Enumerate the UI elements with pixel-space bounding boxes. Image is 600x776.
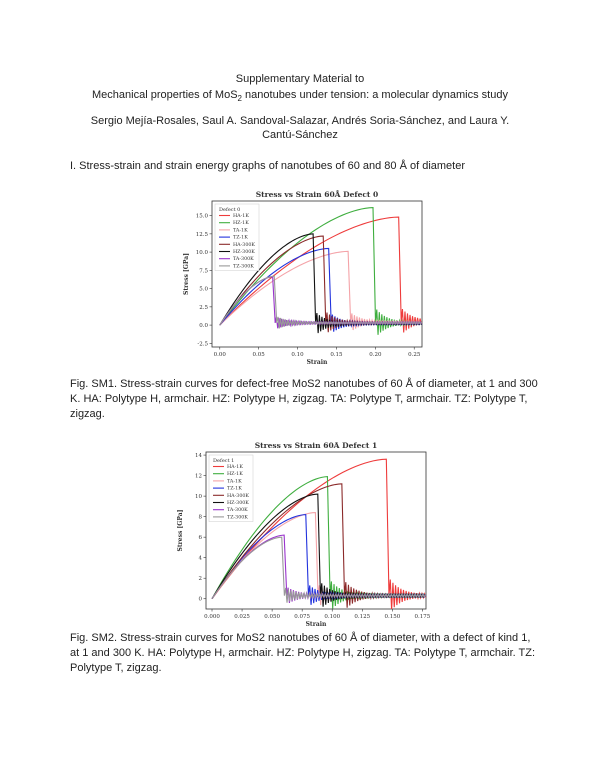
section-title: I. Stress-strain and strain energy graphs of nanotubes of 60 and 80 Å of diameter xyxy=(70,160,466,172)
supplementary-label: Supplementary Material to xyxy=(235,73,365,85)
figure-1-caption: Fig. SM1. Stress-strain curves for defect-free MoS2 nanotubes of 60 Å of diameter, at 1 and 300 K. HA: Polytype H, armchair. HZ: Polytype H, zigzag. TA: Polytype T, armchair. TZ: Polytype T, zigzag. xyxy=(70,378,538,420)
x-tick-label: 0.075 xyxy=(294,614,311,620)
y-axis-label: Stress [GPa] xyxy=(183,253,190,295)
legend-label-ha-1k: HA-1K xyxy=(227,465,243,470)
stress-strain-chart-defect-1 xyxy=(170,442,432,632)
y-tick-label: 12 xyxy=(195,473,202,480)
legend-label-ta-1k: TA-1K xyxy=(233,228,248,234)
x-axis-label: Strain xyxy=(306,359,328,366)
y-tick-label: 5.0 xyxy=(199,286,208,293)
legend-title: Defect 0 xyxy=(219,207,241,213)
x-tick-label: 0.15 xyxy=(330,352,343,358)
figure-2-caption: Fig. SM2. Stress-strain curves for MoS2 nanotubes of 60 Å of diameter, with a defect of kind 1, at 1 and 300 K. HA: Polytype H, armchair. HZ: Polytype H, zigzag. TA: Polytype T, armchair. TZ: Polytype T, zigzag. xyxy=(70,632,536,674)
legend-label-tz-1k: TZ-1K xyxy=(233,235,248,241)
x-tick-label: 0.050 xyxy=(264,614,280,620)
y-tick-label: 8 xyxy=(198,514,202,521)
y-tick-label: 4 xyxy=(198,555,202,562)
legend-label-ta-1k: TA-1K xyxy=(227,479,242,485)
x-tick-label: 0.000 xyxy=(204,614,220,620)
author-list: Sergio Mejía-Rosales, Saul A. Sandoval-Salazar, Andrés Soria-Sánchez, and Laura Y. Cantú-Sánchez xyxy=(90,115,510,141)
legend-label-hz-1k: HZ-1K xyxy=(227,472,243,478)
y-tick-label: 14 xyxy=(195,453,202,460)
y-tick-label: 0.0 xyxy=(199,323,208,330)
legend-label-ha-1k: HA-1K xyxy=(233,214,249,219)
y-tick-label: -2.5 xyxy=(197,341,208,348)
x-tick-label: 0.25 xyxy=(408,352,421,358)
x-tick-label: 0.100 xyxy=(324,614,341,620)
legend-label-tz-300k: TZ-300K xyxy=(227,515,248,521)
y-tick-label: 10 xyxy=(195,494,202,501)
paper-title-sub: 2 xyxy=(237,94,242,104)
paper-title-post: nanotubes under tension: a molecular dynamics study xyxy=(245,89,508,101)
paper-title xyxy=(0,88,600,106)
legend-label-hz-1k: HZ-1K xyxy=(233,221,249,227)
chart-title: Stress vs Strain 60Å Defect 0 xyxy=(255,190,379,199)
legend-label-ta-300k: TA-300K xyxy=(227,508,248,514)
paper-title-pre: Mechanical properties of MoS xyxy=(92,89,238,101)
y-tick-label: 0 xyxy=(198,596,202,603)
y-tick-label: 7.5 xyxy=(199,268,208,275)
x-tick-label: 0.150 xyxy=(384,614,401,620)
x-tick-label: 0.20 xyxy=(369,352,382,358)
x-tick-label: 0.05 xyxy=(252,352,265,358)
legend-label-hz-300k: HZ-300K xyxy=(227,501,249,506)
legend-label-tz-300k: TZ-300K xyxy=(233,264,254,270)
y-axis-label: Stress [GPa] xyxy=(177,509,184,552)
x-tick-label: 0.00 xyxy=(213,352,226,358)
y-tick-label: 12.5 xyxy=(195,231,208,238)
legend-label-hz-300k: HZ-300K xyxy=(233,250,255,255)
chart-title: Stress vs Strain 60Å Defect 1 xyxy=(254,442,378,450)
y-tick-label: 2 xyxy=(198,576,202,583)
x-tick-label: 0.125 xyxy=(354,614,371,620)
x-tick-label: 0.025 xyxy=(234,614,250,620)
legend-label-ha-300k: HA-300K xyxy=(233,242,256,248)
legend-label-ta-300k: TA-300K xyxy=(233,257,254,263)
x-tick-label: 0.175 xyxy=(414,614,431,620)
stress-strain-chart-defect-0 xyxy=(172,186,427,366)
x-tick-label: 0.10 xyxy=(291,352,304,358)
y-tick-label: 2.5 xyxy=(199,304,208,311)
y-tick-label: 15.0 xyxy=(195,213,208,220)
legend-title: Defect 1 xyxy=(213,458,235,464)
x-axis-label: Strain xyxy=(305,621,327,628)
y-tick-label: 10.0 xyxy=(195,250,208,257)
y-tick-label: 6 xyxy=(198,535,202,542)
legend-label-tz-1k: TZ-1K xyxy=(227,486,242,492)
legend-label-ha-300k: HA-300K xyxy=(227,493,250,499)
